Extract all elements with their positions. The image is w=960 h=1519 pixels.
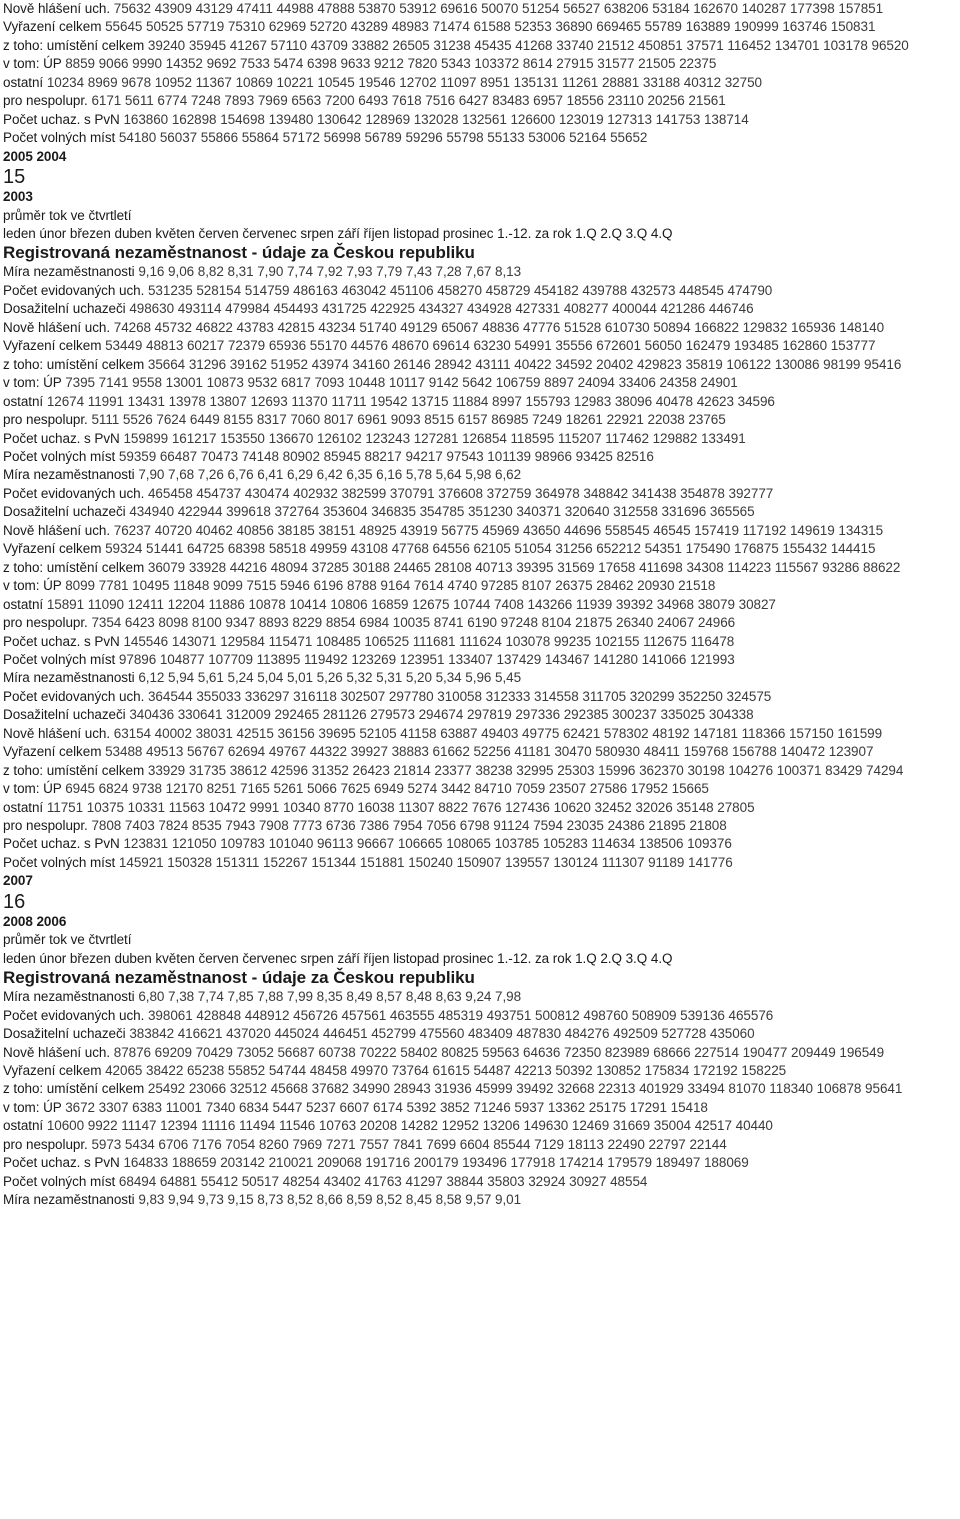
row-label: Počet evidovaných uch.: [3, 282, 145, 298]
row-values: 59359 66487 70473 74148 80902 85945 88217 94217 97543 101139 98966 93425 82516: [118, 448, 654, 464]
row-label: Vyřazení celkem: [3, 338, 102, 354]
row-label: Vyřazení celkem: [3, 1063, 102, 1079]
text-line: [3, 111, 960, 129]
row-values: 6171 5611 6774 7248 7893 7969 6563 7200 6493 7618 7516 6427 83483 6957 18556 23110 20256 21561: [91, 93, 726, 109]
row-values: 87876 69209 70429 73052 56687 60738 70222 58402 80825 59563 64636 72350 823989 68666 227514 190477 209449 196549: [113, 1044, 885, 1060]
text-line: [3, 243, 960, 263]
row-values: 5973 5434 6706 7176 7054 8260 7969 7271 7557 7841 7699 6604 85544 7129 18113 22490 22797 22144: [91, 1136, 727, 1152]
row-label: 16: [3, 890, 26, 913]
text-line: [3, 282, 960, 300]
text-line: [3, 968, 960, 988]
row-values: 33929 31735 38612 42596 31352 26423 21814 23377 38238 32995 25303 15996 362370 30198 104276 100371 83429 74294: [147, 762, 904, 778]
text-line: [3, 466, 960, 484]
row-label: Nově hlášení uch.: [3, 319, 111, 335]
text-line: [3, 596, 960, 614]
row-values: 59324 51441 64725 68398 58518 49959 43108 47768 64556 62105 51054 31256 652212 54351 175490 176875 155432 144415: [105, 541, 876, 557]
row-label: z toho: umístění celkem: [3, 762, 145, 778]
text-line: [3, 872, 960, 890]
row-values: 9,83 9,94 9,73 9,15 8,73 8,52 8,66 8,59 8,52 8,45 8,58 9,57 9,01: [138, 1192, 522, 1208]
row-label: Počet volných míst: [3, 1173, 116, 1189]
row-label: Vyřazení celkem: [3, 541, 102, 557]
row-values: 25492 23066 32512 45668 37682 34990 28943 31936 45999 39492 32668 22313 401929 33494 81070 118340 106878 95641: [147, 1081, 903, 1097]
text-line: [3, 503, 960, 521]
text-line: [3, 0, 960, 18]
row-label: z toho: umístění celkem: [3, 37, 145, 53]
row-label: Míra nezaměstnanosti: [3, 989, 135, 1005]
row-values: 36079 33928 44216 48094 37285 30188 24465 28108 40713 39395 31569 17658 411698 34308 114223 115567 93286 88622: [147, 559, 901, 575]
row-label: v tom: ÚP: [3, 375, 62, 391]
row-label: ostatní: [3, 799, 44, 815]
text-line: [3, 706, 960, 724]
row-label: Počet uchaz. s PvN: [3, 111, 120, 127]
row-label: ostatní: [3, 74, 44, 90]
row-label: Počet evidovaných uch.: [3, 485, 145, 501]
row-values: 75632 43909 43129 47411 44988 47888 53870 53912 69616 50070 51254 56527 638206 53184 162670 140287 177398 157851: [113, 1, 884, 16]
row-label: Dosažitelní uchazeči: [3, 504, 126, 520]
row-label: 2005 2004: [3, 148, 67, 164]
row-label: Počet evidovaných uch.: [3, 1007, 145, 1023]
text-line: [3, 92, 960, 110]
text-line: [3, 669, 960, 687]
text-line: [3, 148, 960, 166]
text-line: [3, 166, 960, 188]
text-line: [3, 1136, 960, 1154]
row-label: Počet evidovaných uch.: [3, 688, 145, 704]
row-values: 9,16 9,06 8,82 8,31 7,90 7,74 7,92 7,93 7,79 7,43 7,28 7,67 8,13: [138, 264, 522, 280]
row-values: 398061 428848 448912 456726 457561 463555 485319 493751 500812 498760 508909 539136 465576: [147, 1007, 774, 1023]
row-label: Počet volných míst: [3, 854, 116, 870]
row-label: Počet volných míst: [3, 130, 116, 146]
row-label: Registrovaná nezaměstnanost - údaje za Českou republiku: [3, 243, 475, 263]
text-line: [3, 393, 960, 411]
text-line: [3, 18, 960, 36]
row-label: leden únor březen duben květen červen červenec srpen září říjen listopad prosinec 1.-12. za rok 1.Q 2.Q 3.Q 4.Q: [3, 225, 673, 241]
text-line: [3, 1025, 960, 1043]
text-line: [3, 522, 960, 540]
row-values: 7,90 7,68 7,26 6,76 6,41 6,29 6,42 6,35 6,16 5,78 5,64 5,98 6,62: [138, 467, 522, 483]
row-values: 364544 355033 336297 316118 302507 297780 310058 312333 314558 311705 320299 352250 324575: [147, 688, 772, 704]
text-line: [3, 559, 960, 577]
row-values: 53488 49513 56767 62694 49767 44322 39927 38883 61662 52256 41181 30470 580930 48411 159768 156788 140472 123907: [105, 744, 874, 760]
row-values: 39240 35945 41267 57110 43709 33882 26505 31238 45435 41268 33740 21512 450851 37571 116452 134701 103178 96520: [147, 37, 909, 53]
row-values: 5111 5526 7624 6449 8155 8317 7060 8017 6961 9093 8515 6157 86985 7249 18261 22921 22038 23765: [91, 412, 726, 428]
row-label: Vyřazení celkem: [3, 744, 102, 760]
row-label: Dosažitelní uchazeči: [3, 1026, 126, 1042]
row-values: 383842 416621 437020 445024 446451 452799 475560 483409 487830 484276 492509 527728 435060: [129, 1026, 755, 1042]
row-values: 8099 7781 10495 11848 9099 7515 5946 6196 8788 9164 7614 4740 97285 8107 26375 28462 20930 21518: [65, 578, 716, 594]
row-label: Počet uchaz. s PvN: [3, 633, 120, 649]
row-label: z toho: umístění celkem: [3, 1081, 145, 1097]
text-line: [3, 1154, 960, 1172]
row-label: průměr tok ve čtvrtletí: [3, 932, 132, 948]
row-label: leden únor březen duben květen červen červenec srpen září říjen listopad prosinec 1.-12. za rok 1.Q 2.Q 3.Q 4.Q: [3, 950, 673, 966]
text-line: [3, 129, 960, 147]
text-line: [3, 1007, 960, 1025]
text-line: [3, 891, 960, 913]
row-values: 53449 48813 60217 72379 65936 55170 44576 48670 69614 63230 54991 35556 672601 56050 162479 193485 162860 153777: [105, 338, 876, 354]
text-line: [3, 430, 960, 448]
row-label: z toho: umístění celkem: [3, 559, 145, 575]
row-label: Počet uchaz. s PvN: [3, 430, 120, 446]
row-values: 159899 161217 153550 136670 126102 123243 127281 126854 118595 115207 117462 129882 133491: [123, 430, 746, 446]
row-label: Míra nezaměstnanosti: [3, 670, 135, 686]
text-line: [3, 854, 960, 872]
row-values: 54180 56037 55866 55864 57172 56998 56789 59296 55798 55133 53006 52164 55652: [118, 130, 648, 146]
text-line: [3, 207, 960, 225]
row-label: 2007: [3, 873, 33, 889]
text-line: [3, 411, 960, 429]
text-line: [3, 688, 960, 706]
row-values: 531235 528154 514759 486163 463042 451106 458270 458729 454182 439788 432573 448545 474790: [147, 282, 773, 298]
text-line: [3, 485, 960, 503]
row-values: 12674 11991 13431 13978 13807 12693 11370 11711 19542 13715 11884 8997 155793 12983 38096 40478 42623 34596: [46, 393, 775, 409]
row-label: z toho: umístění celkem: [3, 356, 145, 372]
row-label: pro nespolupr.: [3, 818, 88, 834]
row-values: 6,12 5,94 5,61 5,24 5,04 5,01 5,26 5,32 5,31 5,20 5,34 5,96 5,45: [138, 670, 522, 686]
row-values: 123831 121050 109783 101040 96113 96667 106665 108065 103785 105283 114634 138506 109376: [123, 836, 732, 852]
text-line: [3, 374, 960, 392]
row-values: 145546 143071 129584 115471 108485 106525 111681 111624 103078 99235 102155 112675 116478: [123, 633, 735, 649]
row-label: Míra nezaměstnanosti: [3, 264, 135, 280]
text-line: [3, 300, 960, 318]
row-label: Počet uchaz. s PvN: [3, 836, 120, 852]
text-line: [3, 263, 960, 281]
row-values: 10600 9922 11147 12394 11116 11494 11546 10763 20208 14282 12952 13206 149630 12469 31669 35004 42517 40440: [46, 1118, 773, 1134]
row-values: 8859 9066 9990 14352 9692 7533 5474 6398 9633 9212 7820 5343 103372 8614 27915 31577 21505 22375: [65, 56, 717, 72]
row-label: Dosažitelní uchazeči: [3, 707, 126, 723]
row-values: 55645 50525 57719 75310 62969 52720 43289 48983 71474 61588 52353 36890 669465 55789 163889 190999 163746 150831: [105, 19, 876, 35]
text-line: [3, 762, 960, 780]
row-label: ostatní: [3, 393, 44, 409]
row-values: 498630 493114 479984 454493 431725 422925 434327 434928 427331 408277 400044 421286 446746: [129, 301, 754, 317]
row-values: 163860 162898 154698 139480 130642 128969 132028 132561 126600 123019 127313 141753 138714: [123, 111, 749, 127]
text-line: [3, 780, 960, 798]
text-line: [3, 743, 960, 761]
row-label: 15: [3, 166, 26, 189]
row-values: 6,80 7,38 7,74 7,85 7,88 7,99 8,35 8,49 8,57 8,48 8,63 9,24 7,98: [138, 989, 522, 1005]
row-label: Nově hlášení uch.: [3, 1044, 111, 1060]
row-values: 11751 10375 10331 11563 10472 9991 10340 8770 16038 11307 8822 7676 127436 10620 32452 32026 35148 27805: [46, 799, 755, 815]
row-values: 7395 7141 9558 13001 10873 9532 6817 7093 10448 10117 9142 5642 106759 8897 24094 33406 24358 24901: [65, 375, 738, 391]
row-label: průměr tok ve čtvrtletí: [3, 207, 132, 223]
text-line: [3, 540, 960, 558]
row-label: v tom: ÚP: [3, 578, 62, 594]
row-label: Nově hlášení uch.: [3, 1, 111, 16]
row-label: Počet volných míst: [3, 651, 116, 667]
row-values: 76237 40720 40462 40856 38185 38151 48925 43919 56775 45969 43650 44696 558545 46545 157419 117192 149619 134315: [113, 522, 884, 538]
row-values: 6945 6824 9738 12170 8251 7165 5261 5066 7625 6949 5274 3442 84710 7059 23507 27586 17952 15665: [65, 781, 709, 797]
text-line: [3, 448, 960, 466]
row-values: 164833 188659 203142 210021 209068 191716 200179 193496 177918 174214 179579 189497 188069: [123, 1155, 749, 1171]
text-line: [3, 799, 960, 817]
text-line: [3, 913, 960, 931]
text-line: [3, 319, 960, 337]
row-label: Nově hlášení uch.: [3, 522, 111, 538]
text-line: [3, 1062, 960, 1080]
text-line: [3, 988, 960, 1006]
row-label: v tom: ÚP: [3, 1099, 62, 1115]
text-line: [3, 356, 960, 374]
row-label: 2008 2006: [3, 913, 67, 929]
row-label: Registrovaná nezaměstnanost - údaje za Českou republiku: [3, 968, 475, 988]
row-label: v tom: ÚP: [3, 56, 62, 72]
row-values: 10234 8969 9678 10952 11367 10869 10221 10545 19546 12702 11097 8951 135131 11261 28881 33188 40312 32750: [46, 74, 762, 90]
row-label: v tom: ÚP: [3, 781, 62, 797]
row-values: 3672 3307 6383 11001 7340 6834 5447 5237 6607 6174 5392 3852 71246 5937 13362 25175 17291 15418: [65, 1099, 708, 1115]
row-label: 2003: [3, 189, 33, 205]
row-label: Míra nezaměstnanosti: [3, 467, 135, 483]
row-values: 340436 330641 312009 292465 281126 279573 294674 297819 297336 292385 300237 335025 304338: [129, 707, 754, 723]
text-line: [3, 55, 960, 73]
row-label: Míra nezaměstnanosti: [3, 1192, 135, 1208]
text-line: [3, 651, 960, 669]
text-line: [3, 1080, 960, 1098]
text-line: [3, 188, 960, 206]
text-line: [3, 725, 960, 743]
row-label: Nově hlášení uch.: [3, 725, 111, 741]
text-line: [3, 37, 960, 55]
text-line: [3, 1099, 960, 1117]
row-label: Vyřazení celkem: [3, 19, 102, 35]
text-line: [3, 1191, 960, 1209]
text-line: [3, 950, 960, 968]
row-label: Počet uchaz. s PvN: [3, 1155, 120, 1171]
text-line: [3, 817, 960, 835]
row-values: 42065 38422 65238 55852 54744 48458 49970 73764 61615 54487 42213 50392 130852 175834 172192 158225: [105, 1063, 787, 1079]
row-values: 35664 31296 39162 51952 43974 34160 26146 28942 43111 40422 34592 20402 429823 35819 106122 130086 98199 95416: [147, 356, 902, 372]
text-line: [3, 1044, 960, 1062]
row-label: pro nespolupr.: [3, 1136, 88, 1152]
row-values: 63154 40002 38031 42515 36156 39695 52105 41158 63887 49403 49775 62421 578302 48192 147181 118366 157150 161599: [113, 725, 883, 741]
row-values: 434940 422944 399618 372764 353604 346835 354785 351230 340371 320640 312558 331696 365565: [129, 504, 755, 520]
row-values: 97896 104877 107709 113895 119492 123269 123951 133407 137429 143467 141280 141066 121993: [118, 651, 735, 667]
row-values: 7808 7403 7824 8535 7943 7908 7773 6736 7386 7954 7056 6798 91124 7594 23035 24386 21895 21808: [91, 818, 727, 834]
row-values: 68494 64881 55412 50517 48254 43402 41763 41297 38844 35803 32924 30927 48554: [118, 1173, 648, 1189]
row-values: 465458 454737 430474 402932 382599 370791 376608 372759 364978 348842 341438 354878 392777: [147, 485, 774, 501]
row-label: ostatní: [3, 596, 44, 612]
row-values: 74268 45732 46822 43783 42815 43234 51740 49129 65067 48836 47776 51528 610730 50894 166822 129832 165936 148140: [113, 319, 885, 335]
text-line: [3, 225, 960, 243]
text-line: [3, 74, 960, 92]
row-values: 15891 11090 12411 12204 11886 10878 10414 10806 16859 12675 10744 7408 143266 11939 39392 34968 38079 30827: [46, 596, 776, 612]
text-line: [3, 1117, 960, 1135]
text-line: [3, 1173, 960, 1191]
text-line: [3, 931, 960, 949]
text-line: [3, 577, 960, 595]
text-line: [3, 614, 960, 632]
text-line: [3, 633, 960, 651]
row-label: pro nespolupr.: [3, 615, 88, 631]
row-label: Dosažitelní uchazeči: [3, 301, 126, 317]
row-label: pro nespolupr.: [3, 93, 88, 109]
row-values: 7354 6423 8098 8100 9347 8893 8229 8854 6984 10035 8741 6190 97248 8104 21875 26340 24067 24966: [91, 615, 736, 631]
text-line: [3, 337, 960, 355]
row-values: 145921 150328 151311 152267 151344 151881 150240 150907 139557 130124 111307 91189 141776: [118, 854, 733, 870]
row-label: ostatní: [3, 1118, 44, 1134]
row-label: pro nespolupr.: [3, 412, 88, 428]
text-line: [3, 835, 960, 853]
row-label: Počet volných míst: [3, 448, 116, 464]
